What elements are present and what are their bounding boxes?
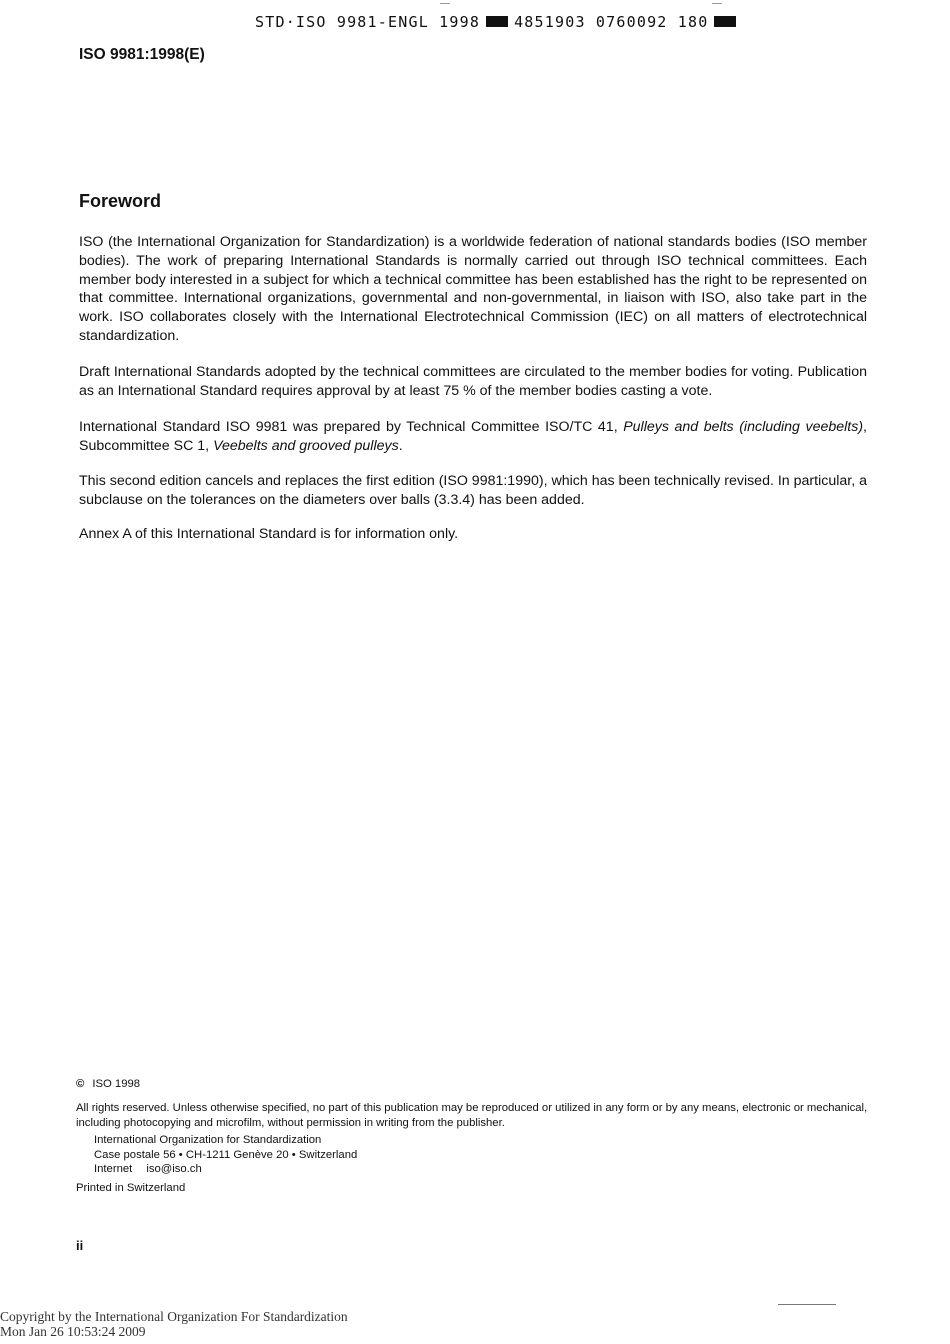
watermark-line: Copyright by the International Organization For Standardization — [0, 1309, 348, 1324]
stamp-block — [714, 16, 736, 27]
paragraph-text: . — [398, 437, 403, 454]
paragraph-text: International Standard ISO 9981 was prepared by Technical Committee ISO/TC 41, — [79, 419, 624, 435]
document-stamp — [255, 13, 736, 31]
rights-notice: All rights reserved. Unless otherwise specified, no part of this publication may be reproduced or utilized in any form or by any means, electronic or mechanical, including photocopying and microfilm, without permission in writing from the publisher. — [76, 1102, 868, 1129]
paragraph — [79, 418, 867, 456]
stamp-text: STD·ISO 9981-ENGL 1998 — [255, 13, 481, 31]
internet-label: Internet — [94, 1163, 133, 1176]
committee-title: Pulleys and belts (including veebelts) — [623, 419, 864, 435]
scan-artifact — [712, 3, 722, 4]
copyright-icon: © — [76, 1078, 85, 1090]
copyright-year: ISO 1998 — [92, 1078, 141, 1090]
publisher-name: International Organization for Standardization — [94, 1134, 322, 1146]
paragraph: Draft International Standards adopted by the technical committees are circulated to the member bodies for voting. Publication as an International Standard requires approval by at least 75 % of the member bodies casting a vote. — [79, 364, 867, 399]
page-number: ii — [76, 1238, 84, 1253]
postal-address: Case postale 56 • CH-1211 Genève 20 • Switzerland — [94, 1148, 358, 1161]
paragraph: ISO (the International Organization for Standardization) is a worldwide federation of national standards bodies (ISO member bodies). The work of preparing International Standards is normally carried out through ISO technical committees. Each member body interested in a subject for which a technical committee has been established has the right to be represented on that committee. International organizations, governmental and non-governmental, in liaison with ISO, also take part in the work. ISO collaborates closely with the International Electrotechnical Commission (IEC) on all matters of electrotechnical standardization. — [79, 234, 867, 344]
copyright-line — [76, 1077, 140, 1092]
scan-artifact — [440, 3, 450, 4]
copyright-watermark — [0, 1310, 348, 1339]
stamp-block — [486, 16, 508, 27]
page-title: Foreword — [79, 191, 162, 211]
internet-line — [94, 1162, 357, 1177]
stamp-text: 4851903 0760092 180 — [514, 13, 709, 31]
watermark-timestamp: Mon Jan 26 10:53:24 2009 — [0, 1323, 146, 1339]
paragraph: This second edition cancels and replaces the first edition (ISO 9981:1990), which has been technically revised. In particular, a subclause on the tolerances on the diameters over balls (3.3.4) has been added. — [79, 473, 867, 508]
subcommittee-title: Veebelts and grooved pulleys — [213, 437, 399, 454]
printed-location: Printed in Switzerland — [76, 1182, 186, 1194]
publisher-address — [94, 1133, 357, 1177]
scan-artifact — [778, 1304, 836, 1305]
document-id: ISO 9981:1998(E) — [79, 46, 205, 63]
email-link: iso@iso.ch — [146, 1163, 202, 1176]
paragraph-text: , Subcommittee SC 1, — [79, 419, 867, 454]
paragraph: Annex A of this International Standard is for information only. — [79, 526, 459, 542]
